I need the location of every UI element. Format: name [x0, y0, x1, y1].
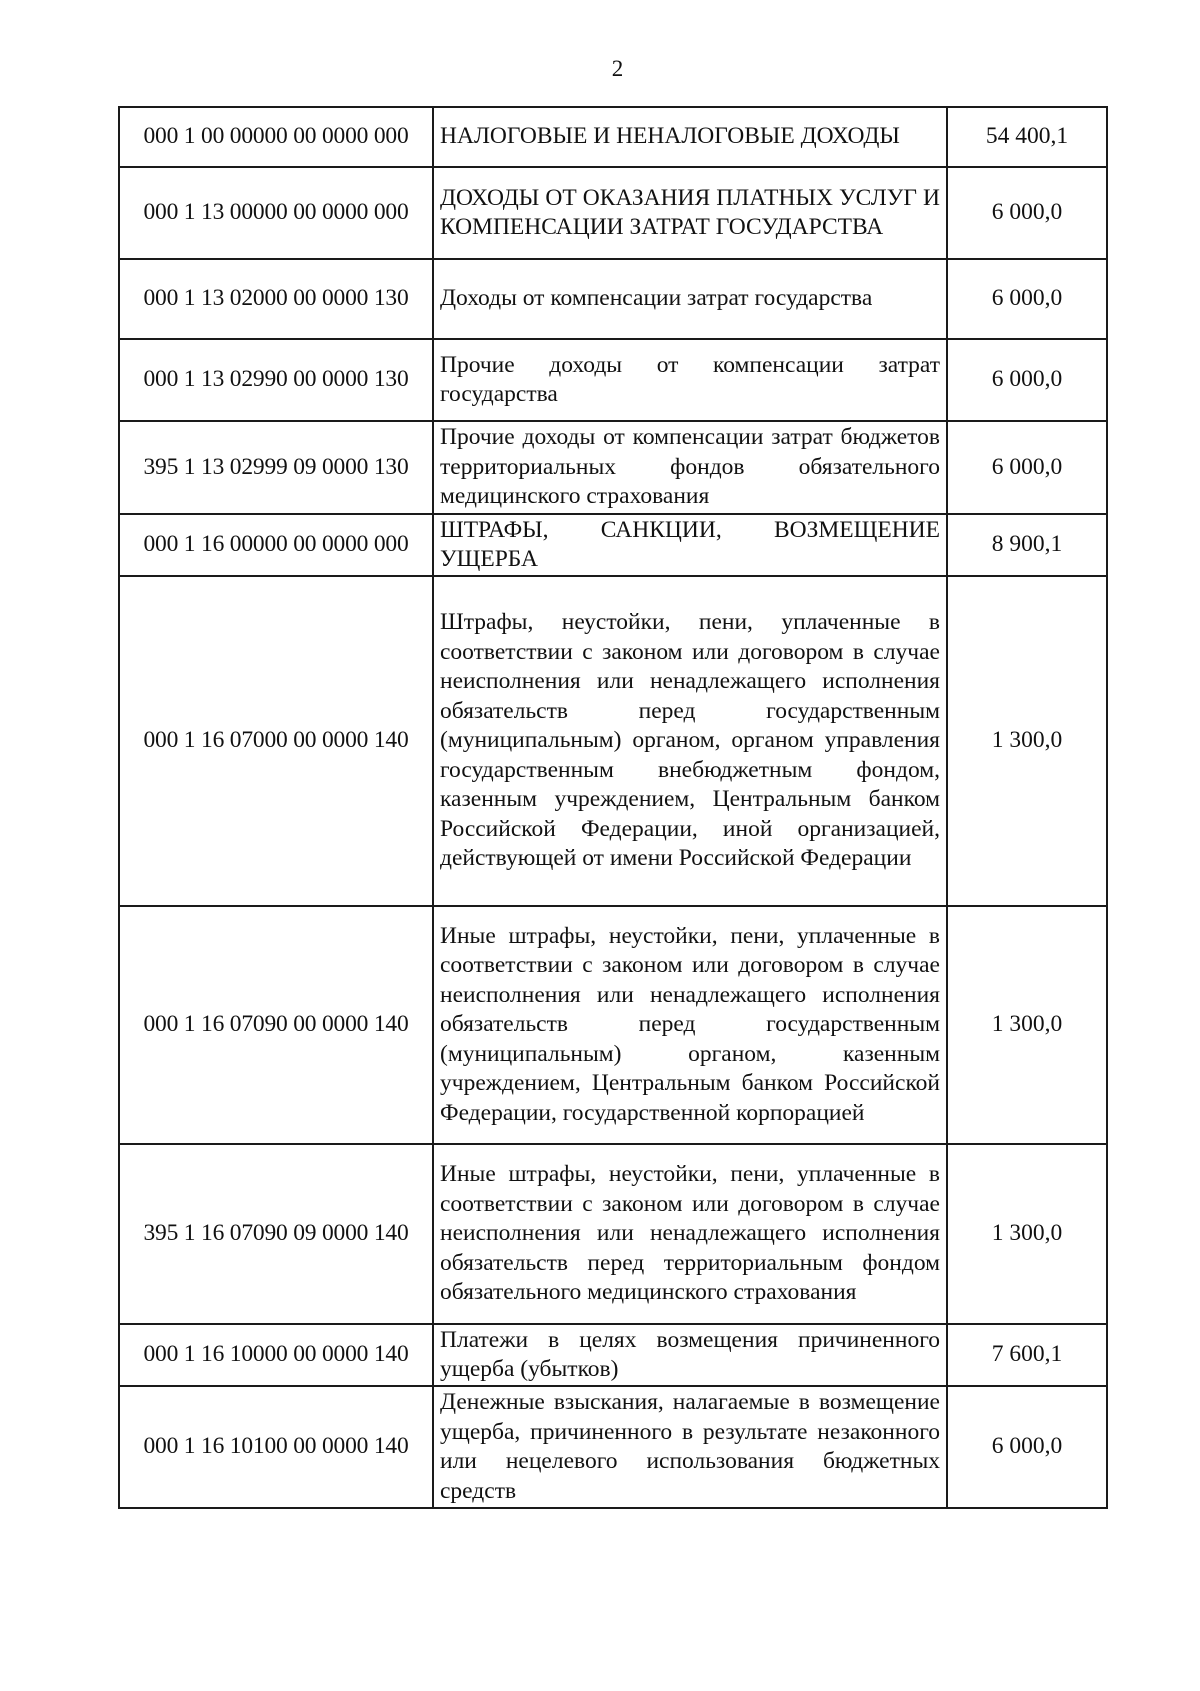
row-amount: 6 000,0: [947, 167, 1107, 259]
row-name: ДОХОДЫ ОТ ОКАЗАНИЯ ПЛАТНЫХ УСЛУГ И КОМПЕНСАЦИИ ЗАТРАТ ГОСУДАРСТВА: [433, 167, 947, 259]
row-name: ШТРАФЫ, САНКЦИИ, ВОЗМЕЩЕНИЕ УЩЕРБА: [433, 514, 947, 576]
row-code: 000 1 13 00000 00 0000 000: [119, 167, 433, 259]
page-number: 2: [611, 56, 624, 81]
budget-table: [118, 106, 1108, 1509]
table-row: [119, 514, 1107, 576]
row-code: 395 1 16 07090 09 0000 140: [119, 1144, 433, 1324]
row-amount: 1 300,0: [947, 906, 1107, 1144]
table-row: [119, 906, 1107, 1144]
row-code: 000 1 16 07090 00 0000 140: [119, 906, 433, 1144]
row-name: Платежи в целях возмещения причиненного ущерба (убытков): [433, 1324, 947, 1386]
row-amount: 6 000,0: [947, 1386, 1107, 1508]
row-amount: 6 000,0: [947, 339, 1107, 421]
row-amount: 7 600,1: [947, 1324, 1107, 1386]
table-row: [119, 167, 1107, 259]
table-row: [119, 259, 1107, 339]
row-code: 000 1 00 00000 00 0000 000: [119, 107, 433, 167]
table-row: [119, 107, 1107, 167]
row-name: Прочие доходы от компенсации затрат государства: [433, 339, 947, 421]
table-row: [119, 1324, 1107, 1386]
row-name: Прочие доходы от компенсации затрат бюджетов территориальных фондов обязательного медицинского страхования: [433, 421, 947, 514]
row-amount: 6 000,0: [947, 259, 1107, 339]
table-row: [119, 339, 1107, 421]
row-code: 000 1 16 10000 00 0000 140: [119, 1324, 433, 1386]
row-name: Иные штрафы, неустойки, пени, уплаченные в соответствии с законом или договором в случае неисполнения или ненадлежащего исполнения обязательств перед государственным (муниципальным) органом, казенным учреждением, Центральным банком Российской Федерации, государственной корпорацией: [433, 906, 947, 1144]
row-amount: 54 400,1: [947, 107, 1107, 167]
table-row: [119, 1386, 1107, 1508]
row-name: НАЛОГОВЫЕ И НЕНАЛОГОВЫЕ ДОХОДЫ: [433, 107, 947, 167]
row-amount: 1 300,0: [947, 576, 1107, 906]
row-code: 000 1 16 00000 00 0000 000: [119, 514, 433, 576]
row-code: 000 1 13 02990 00 0000 130: [119, 339, 433, 421]
row-code: 395 1 13 02999 09 0000 130: [119, 421, 433, 514]
table-row: [119, 421, 1107, 514]
table-row: [119, 576, 1107, 906]
row-name: Денежные взыскания, налагаемые в возмещение ущерба, причиненного в результате незаконного или нецелевого использования бюджетных средств: [433, 1386, 947, 1508]
row-code: 000 1 16 07000 00 0000 140: [119, 576, 433, 906]
row-name: Доходы от компенсации затрат государства: [433, 259, 947, 339]
row-code: 000 1 13 02000 00 0000 130: [119, 259, 433, 339]
row-name: Штрафы, неустойки, пени, уплаченные в соответствии с законом или договором в случае неисполнения или ненадлежащего исполнения обязательств перед государственным (муниципальным) органом, органом управления государственным внебюджетным фондом, казенным учреждением, Центральным банком Российской Федерации, иной организацией, действующей от имени Российской Федерации: [433, 576, 947, 906]
row-code: 000 1 16 10100 00 0000 140: [119, 1386, 433, 1508]
row-amount: 8 900,1: [947, 514, 1107, 576]
row-name: Иные штрафы, неустойки, пени, уплаченные в соответствии с законом или договором в случае неисполнения или ненадлежащего исполнения обязательств перед территориальным фондом обязательного медицинского страхования: [433, 1144, 947, 1324]
row-amount: 6 000,0: [947, 421, 1107, 514]
row-amount: 1 300,0: [947, 1144, 1107, 1324]
table-row: [119, 1144, 1107, 1324]
